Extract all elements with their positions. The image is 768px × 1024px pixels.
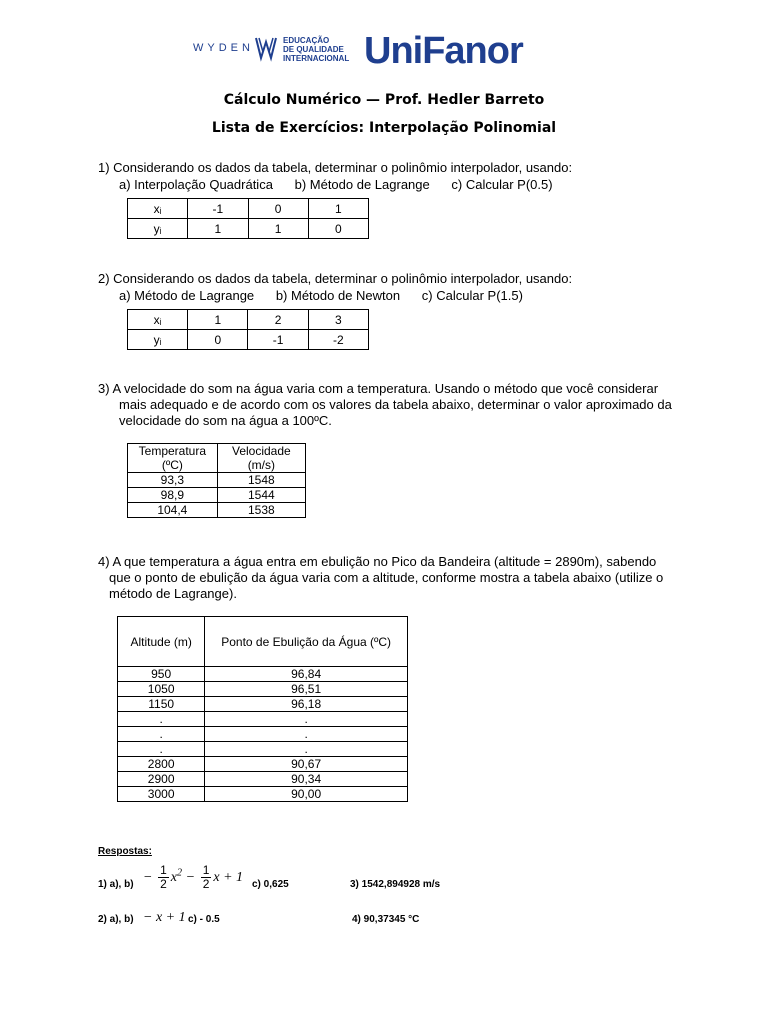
education-tagline (283, 36, 349, 63)
table-row (128, 473, 306, 488)
answer-2c: c) - 0.5 (188, 914, 220, 925)
fraction-denominator: 2 (160, 877, 167, 891)
answer-3: 3) 1542,894928 m/s (350, 879, 441, 890)
q3-statement-line-2: mais adequado e de acordo com os valores da tabela abaixo, determinar o valor aproximado da (119, 397, 672, 412)
table-cell: . (118, 727, 205, 742)
q2-options: a) Método de Lagrange b) Método de Newton c) Calcular P(1.5) (119, 288, 523, 303)
polynomial-tail: x + 1 (213, 869, 244, 885)
table-cell: 950 (118, 667, 205, 682)
table-row (118, 682, 408, 697)
table-cell: . (205, 712, 408, 727)
q1-table (127, 198, 369, 239)
q3-statement-line-3: velocidade do som na água a 100ºC. (119, 413, 332, 428)
answer-2-label: 2) a), b) (98, 914, 134, 925)
answer-4: 4) 90,37345 °C (352, 914, 420, 925)
table-cell: 1 (308, 199, 368, 219)
page-title: Cálculo Numérico — Prof. Hedler Barreto (223, 92, 545, 108)
q3-statement-line-1: 3) A velocidade do som na água varia com a temperatura. Usando o método que você considerar (98, 381, 659, 396)
table-cell: 2 (248, 310, 308, 330)
table-cell: 3 (308, 310, 368, 330)
table-cell: xᵢ (128, 310, 188, 330)
tagline-line-2: DE QUALIDADE (283, 45, 344, 54)
table-row (118, 772, 408, 787)
table-row (128, 199, 369, 219)
table-cell: 98,9 (128, 488, 218, 503)
table-cell: . (205, 742, 408, 757)
table-cell: 90,00 (205, 787, 408, 802)
q4-table (117, 616, 408, 802)
q3-table (127, 443, 306, 518)
q4-statement-line-1: 4) A que temperatura a água entra em ebulição no Pico da Bandeira (altitude = 2890m), sabendo (98, 554, 657, 569)
table-cell: 0 (248, 199, 308, 219)
q4-statement-line-2: que o ponto de ebulição da água varia com a altitude, conforme mostra a tabela abaixo (utilize o (109, 570, 664, 585)
table-cell: 1 (188, 310, 248, 330)
table-header-row (128, 444, 306, 473)
table-cell: 96,51 (205, 682, 408, 697)
table-cell: -2 (308, 330, 368, 350)
fraction-numerator: 1 (160, 863, 167, 877)
table-row (128, 488, 306, 503)
table-row (118, 667, 408, 682)
answer-2-polynomial: − x + 1 (143, 910, 186, 925)
q4-statement-line-3: método de Lagrange). (109, 586, 237, 601)
table-cell: yᵢ (128, 330, 188, 350)
table-cell: yᵢ (128, 219, 188, 239)
page-subtitle: Lista de Exercícios: Interpolação Polinomial (211, 120, 557, 136)
table-row (128, 219, 369, 239)
q1-options: a) Interpolação Quadrática b) Método de Lagrange c) Calcular P(0.5) (119, 177, 553, 192)
table-header-cell: Velocidade (m/s) (217, 444, 305, 473)
table-cell: 93,3 (128, 473, 218, 488)
table-cell: 1544 (217, 488, 305, 503)
wyden-logo-text: WYDEN (193, 42, 254, 54)
table-cell: 90,67 (205, 757, 408, 772)
table-row (118, 697, 408, 712)
unifanor-logo: UniFanor (364, 30, 523, 72)
fraction-numerator: 1 (202, 863, 210, 877)
answer-1-polynomial (143, 864, 243, 891)
table-cell: 0 (188, 330, 248, 350)
answer-1-label: 1) a), b) (98, 879, 134, 890)
table-cell: . (118, 742, 205, 757)
table-cell: 1150 (118, 697, 205, 712)
table-cell: . (205, 727, 408, 742)
table-cell: 1538 (217, 503, 305, 518)
table-cell: 104,4 (128, 503, 218, 518)
exponent: 2 (176, 867, 182, 879)
table-cell: 1 (188, 219, 248, 239)
table-header-cell: Ponto de Ebulição da Água (ºC) (205, 617, 408, 667)
table-cell: -1 (248, 330, 308, 350)
table-cell: 1548 (217, 473, 305, 488)
table-cell: 1050 (118, 682, 205, 697)
table-row (118, 712, 408, 727)
table-cell: 2900 (118, 772, 205, 787)
table-row (118, 727, 408, 742)
fraction-denominator: 2 (202, 877, 210, 891)
minus-sign: − (185, 869, 196, 885)
table-cell: xᵢ (128, 199, 188, 219)
tagline-line-1: EDUCAÇÃO (283, 36, 330, 45)
answers-heading: Respostas: (98, 846, 152, 857)
table-cell: 0 (308, 219, 368, 239)
answer-1c: c) 0,625 (252, 879, 289, 890)
table-row (118, 757, 408, 772)
table-header-cell: Temperatura (ºC) (128, 444, 218, 473)
fraction (201, 864, 212, 891)
table-row (118, 787, 408, 802)
table-row (128, 503, 306, 518)
table-header-row (118, 617, 408, 667)
table-cell: 96,18 (205, 697, 408, 712)
table-cell: 2800 (118, 757, 205, 772)
table-row (128, 310, 369, 330)
minus-sign: − (143, 869, 153, 885)
table-cell: . (118, 712, 205, 727)
q2-table (127, 309, 369, 350)
table-cell: -1 (188, 199, 248, 219)
table-row (118, 742, 408, 757)
table-cell: 1 (248, 219, 308, 239)
table-cell: 3000 (118, 787, 205, 802)
fraction (158, 864, 169, 891)
variable-x: x (170, 869, 177, 885)
table-cell: 90,34 (205, 772, 408, 787)
table-header-cell: Altitude (m) (118, 617, 205, 667)
q1-statement: 1) Considerando os dados da tabela, determinar o polinômio interpolador, usando: (98, 160, 573, 175)
table-cell: 96,84 (205, 667, 408, 682)
table-row (128, 330, 369, 350)
tagline-line-3: INTERNACIONAL (283, 54, 350, 63)
q2-statement: 2) Considerando os dados da tabela, determinar o polinômio interpolador, usando: (98, 271, 573, 286)
wyden-logo-icon (254, 34, 278, 62)
